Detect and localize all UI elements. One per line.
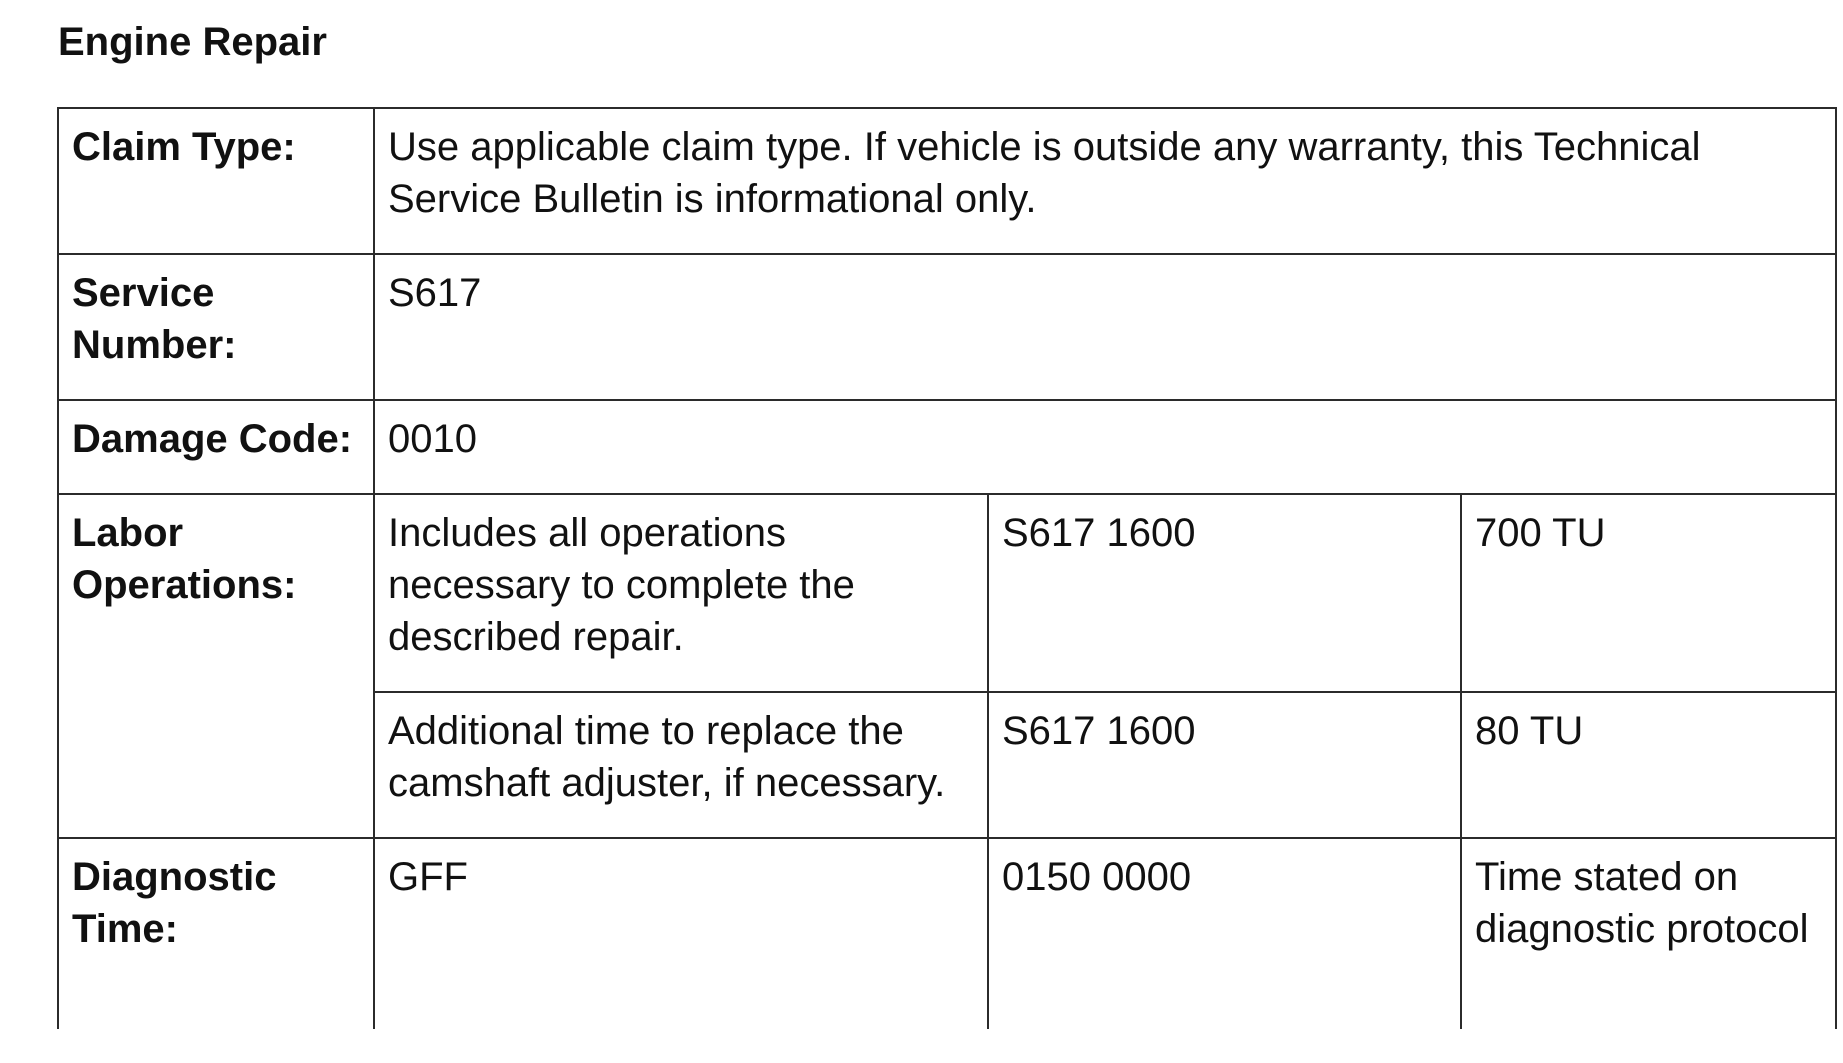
table-row-claim-type (58, 108, 1836, 254)
diagnostic-time-code: 0150 0000 (988, 838, 1461, 1029)
claim-type-value: Use applicable claim type. If vehicle is outside any warranty, this Technical Service Bulletin is informational only. (374, 108, 1836, 254)
page-title: Engine Repair (58, 20, 327, 64)
diagnostic-time-label: Diagnostic Time: (58, 838, 374, 1029)
labor-operation-code: S617 1600 (988, 692, 1461, 838)
labor-operation-time: 80 TU (1461, 692, 1836, 838)
damage-code-value: 0010 (374, 400, 1836, 494)
table-row-diagnostic-time (58, 838, 1836, 1029)
repair-info-table (57, 107, 1837, 1029)
service-number-label: Service Number: (58, 254, 374, 400)
labor-operation-time: 700 TU (1461, 494, 1836, 692)
service-number-value: S617 (374, 254, 1836, 400)
claim-type-label: Claim Type: (58, 108, 374, 254)
table-row-damage-code (58, 400, 1836, 494)
diagnostic-time-value: Time stated on diagnostic protocol (1461, 838, 1836, 1029)
labor-operation-description: Includes all operations necessary to complete the described repair. (374, 494, 988, 692)
diagnostic-time-description: GFF (374, 838, 988, 1029)
labor-operation-code: S617 1600 (988, 494, 1461, 692)
repair-table-container (57, 107, 1837, 1029)
table-row-service-number (58, 254, 1836, 400)
table-row-labor-operation (58, 494, 1836, 692)
labor-operation-description: Additional time to replace the camshaft adjuster, if necessary. (374, 692, 988, 838)
damage-code-label: Damage Code: (58, 400, 374, 494)
labor-operations-label: Labor Operations: (58, 494, 374, 838)
